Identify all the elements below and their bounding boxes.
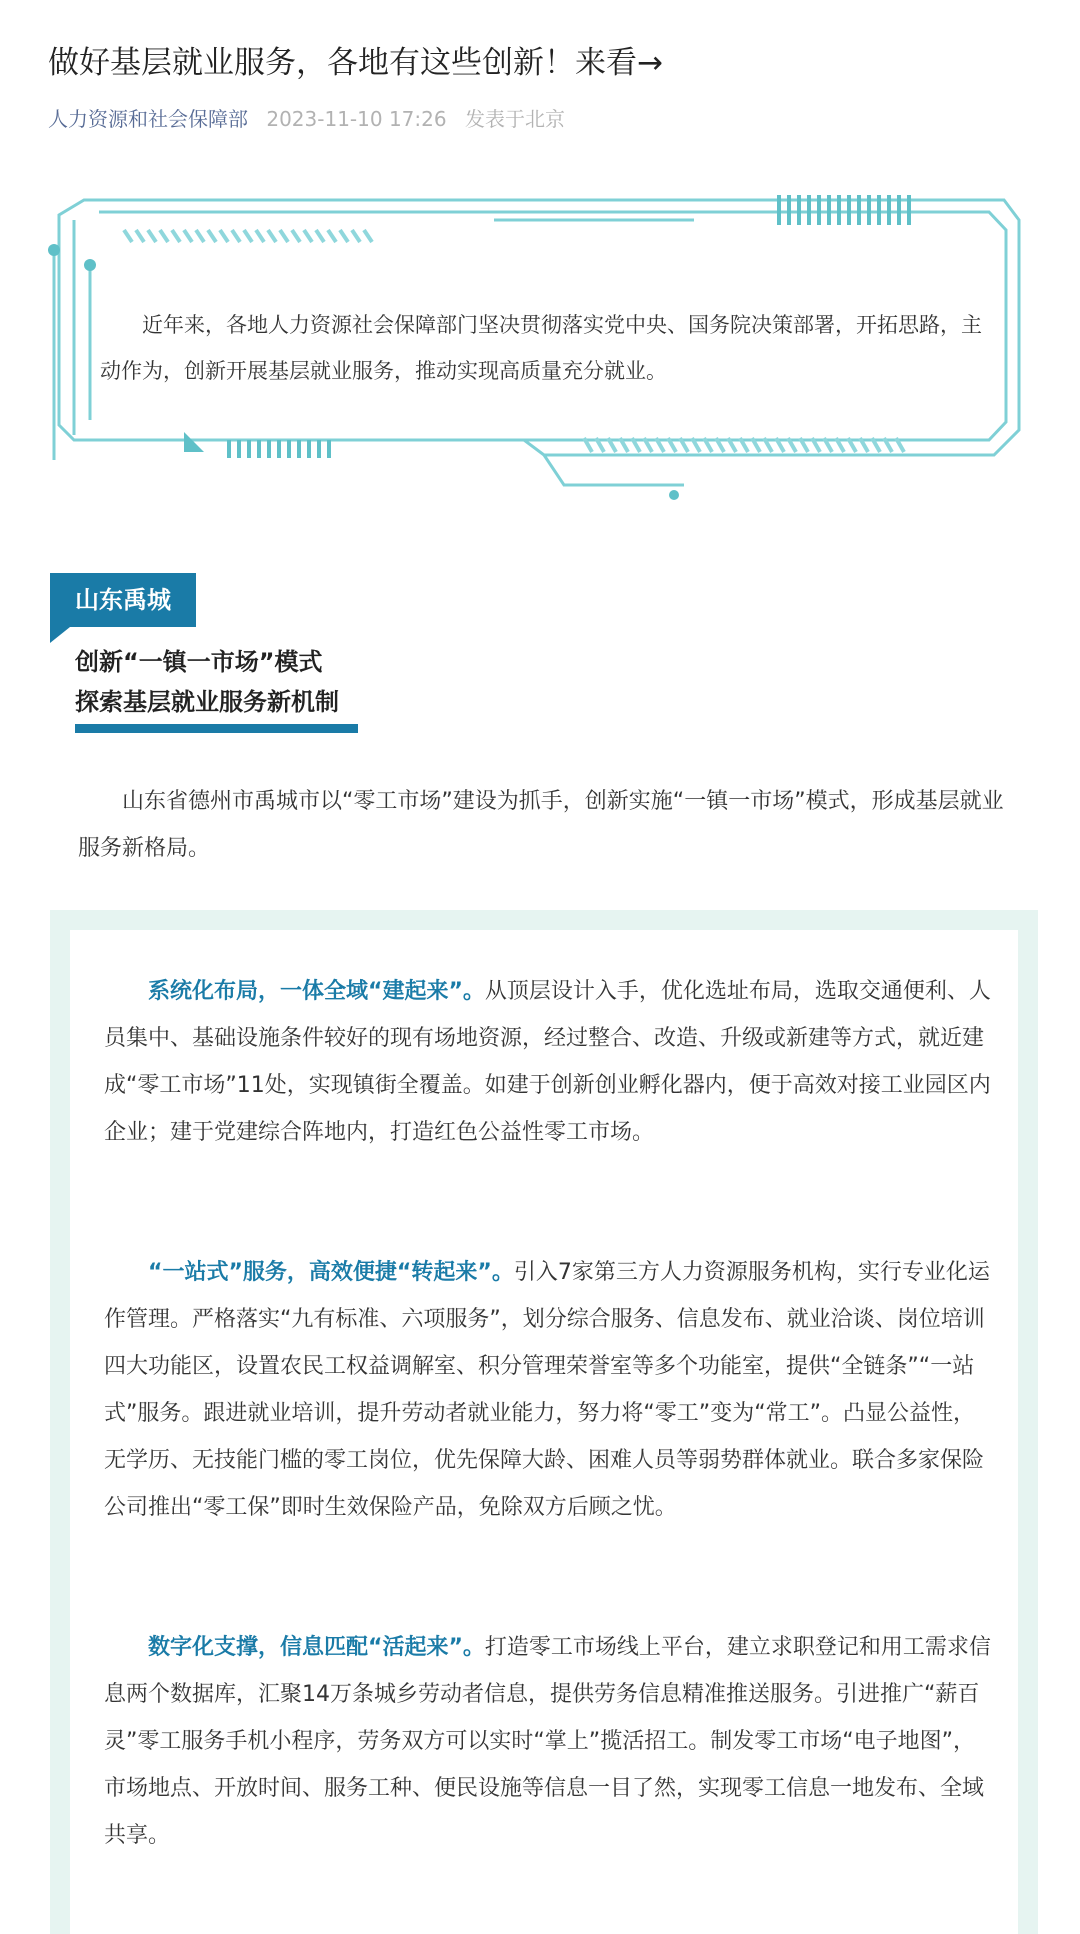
publish-date: 2023-11-10 17:26 <box>266 107 447 131</box>
item-body: 从顶层设计入手，优化选址布局，选取交通便利、人员集中、基础设施条件较好的现有场地资源，经过整合、改造、升级或新建等方式，就近建成“零工市场”11处，实现镇街全覆盖。如建于创新创业孵化器内，便于高效对接工业园区内企业；建于党建综合阵地内，打造红色公益性零工市场。 <box>104 979 991 1145</box>
subtitle-line-1: 创新“一镇一市场”模式 <box>75 648 323 676</box>
paragraph-text: 山东省德州市禹城市以“零工市场”建设为抓手，创新实施“一镇一市场”模式，形成基层就业服务新格局。 <box>78 789 1004 861</box>
content-item-2 <box>104 1249 992 1531</box>
publish-location: 发表于北京 <box>464 107 565 131</box>
content-item-3 <box>104 1624 992 1859</box>
subtitle-underline <box>75 724 358 733</box>
intro-text <box>100 302 990 394</box>
item-body: 打造零工市场线上平台，建立求职登记和用工需求信息两个数据库，汇聚14万条城乡劳动者信息，提供劳务信息精准推送服务。引进推广“薪百灵”零工服务手机小程序，劳务双方可以实时“掌上”揽活招工。制发零工市场“电子地图”，市场地点、开放时间、服务工种、便民设施等信息一目了然，实现零工信息一地发布、全域共享。 <box>104 1635 991 1848</box>
region-tag <box>50 573 196 627</box>
item-heading: 数字化支撑，信息匹配“活起来”。 <box>148 1635 485 1660</box>
item-heading: 系统化布局，一体全域“建起来”。 <box>148 979 485 1004</box>
subtitle-line-2: 探索基层就业服务新机制 <box>75 688 339 716</box>
content-item-1 <box>104 968 992 1156</box>
item-body: 引入7家第三方人力资源服务机构，实行专业化运作管理。严格落实“九有标准、六项服务”，划分综合服务、信息发布、就业洽谈、岗位培训四大功能区，设置农民工权益调解室、积分管理荣誉室等多个功能室，提供“全链条”“一站式”服务。跟进就业培训，提升劳动者就业能力，努力将“零工”变为“常工”。凸显公益性，无学历、无技能门槛的零工岗位，优先保障大龄、困难人员等弱势群体就业。联合多家保险公司推出“零工保”即时生效保险产品，免除双方后顾之忧。 <box>104 1260 990 1520</box>
section-subtitle <box>75 642 339 722</box>
intro-paragraph: 近年来，各地人力资源社会保障部门坚决贯彻落实党中央、国务院决策部署，开拓思路，主动作为，创新开展基层就业服务，推动实现高质量充分就业。 <box>100 313 982 383</box>
author-link[interactable]: 人力资源和社会保障部 <box>48 107 248 131</box>
item-heading: “一站式”服务，高效便捷“转起来”。 <box>148 1260 514 1285</box>
article-meta <box>48 104 565 134</box>
article-title: 做好基层就业服务，各地有这些创新！来看→ <box>48 45 663 81</box>
section-intro-paragraph <box>78 778 1018 872</box>
region-tag-label: 山东禹城 <box>75 586 171 614</box>
